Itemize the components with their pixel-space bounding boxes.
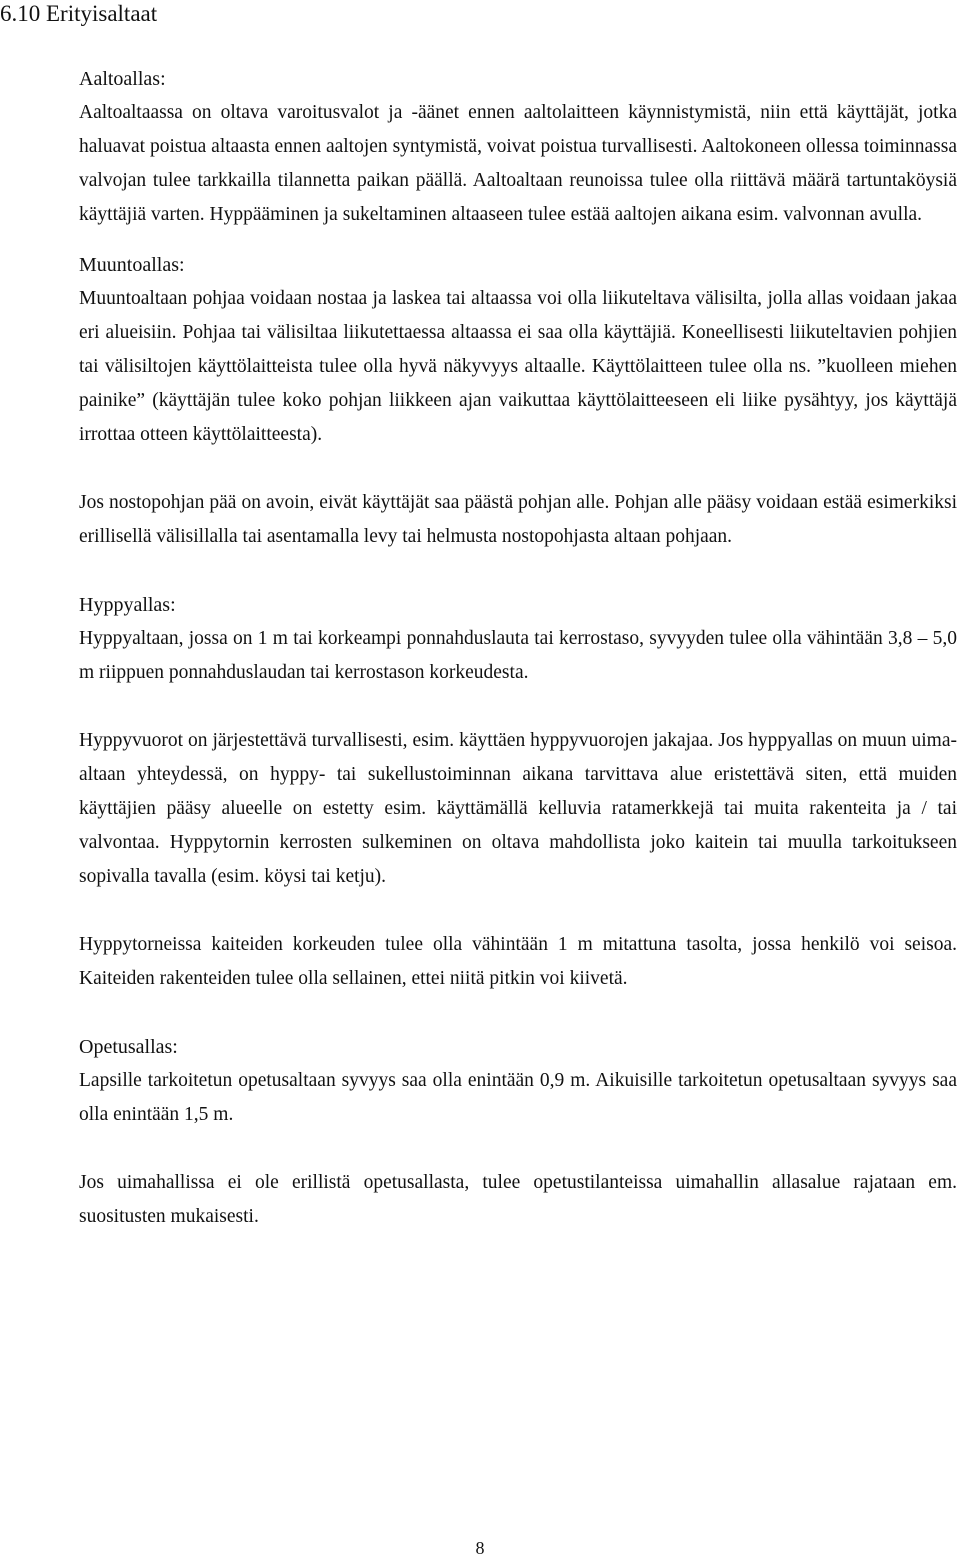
section-title: Hyppyallas: bbox=[79, 594, 176, 616]
paragraph: Hyppytorneissa kaiteiden korkeuden tulee olla vähintään 1 m mitattuna tasolta, jossa henkilö voi seisoa. Kaiteiden rakenteiden tulee olla sellainen, ettei niitä pitkin voi kiivetä. bbox=[79, 934, 957, 989]
page-number: 8 bbox=[475, 1538, 485, 1558]
paragraph: Muuntoaltaan pohjaa voidaan nostaa ja laskea tai altaassa voi olla liikuteltava välisilta, jolla allas voidaan jakaa eri alueisiin. Pohjaa tai välisiltaa liikutettaessa altaassa ei saa olla käyttäjiä. Koneellisesti liikuteltavien pohjien tai välisiltojen käyttölaitteista tulee olla hyvä näkyvyys altaalle. Käyttölaitteen tulee olla ns. ”kuolleen miehen painike” (käyttäjän tulee koko pohjan liikkeen ajan vaikuttaa käyttölaitteeseen eli liike pysähtyy, jos käyttäjä irrottaa otteen käyttölaitteesta). bbox=[79, 288, 957, 445]
section-opetusallas bbox=[79, 1030, 957, 1234]
section-title: Opetusallas: bbox=[79, 1036, 178, 1058]
section-title: Aaltoallas: bbox=[79, 68, 166, 90]
paragraph: Hyppyaltaan, jossa on 1 m tai korkeampi ponnahduslauta tai kerrostaso, syvyyden tulee olla vähintään 3,8 – 5,0 m riippuen ponnahduslaudan tai kerrostason korkeudesta. bbox=[79, 628, 957, 683]
section-hyppyallas bbox=[79, 588, 957, 996]
page-title: 6.10 Erityisaltaat bbox=[0, 1, 158, 26]
section-muuntoallas bbox=[79, 248, 957, 554]
paragraph: Jos nostopohjan pää on avoin, eivät käyttäjät saa päästä pohjan alle. Pohjan alle pääsy voidaan estää esimerkiksi erillisellä välisillalla tai asentamalla levy tai helmusta nostopohjasta altaan pohjaan. bbox=[79, 492, 957, 547]
paragraph: Jos uimahallissa ei ole erillistä opetusallasta, tulee opetustilanteissa uimahallin allasalue rajataan em. suositusten mukaisesti. bbox=[79, 1172, 957, 1227]
section-title: Muuntoallas: bbox=[79, 254, 185, 276]
paragraph: Lapsille tarkoitetun opetusaltaan syvyys saa olla enintään 0,9 m. Aikuisille tarkoitetun opetusaltaan syvyys saa olla enintään 1,5 m. bbox=[79, 1070, 957, 1125]
document-body bbox=[79, 62, 957, 1234]
paragraph: Hyppyvuorot on järjestettävä turvallisesti, esim. käyttäen hyppyvuorojen jakajaa. Jos hyppyallas on muun uima-altaan yhteydessä, on hyppy- tai sukellustoiminnan aikana tarvittava alue eristettävä siten, että muiden käyttäjien pääsy alueelle on estetty esim. käyttämällä kelluvia ratamerkkejä tai muita rakenteita ja / tai valvontaa. Hyppytornin kerrosten sulkeminen on oltava mahdollista joko kaitein tai muulla tarkoitukseen sopivalla tavalla (esim. köysi tai ketju). bbox=[79, 730, 957, 887]
paragraph: Aaltoaltaassa on oltava varoitusvalot ja -äänet ennen aaltolaitteen käynnistymistä, niin että käyttäjät, jotka haluavat poistua altaasta ennen aaltojen syntymistä, voivat poistua turvallisesti. Aaltokoneen ollessa toiminnassa valvojan tulee tarkkailla tilannetta paikan päällä. Aaltoaltaan reunoissa tulee olla riittävä määrä tartuntaköysiä käyttäjiä varten. Hyppääminen ja sukeltaminen altaaseen tulee estää aaltojen aikana esim. valvonnan avulla. bbox=[79, 102, 957, 225]
section-aaltoallas bbox=[79, 62, 957, 232]
